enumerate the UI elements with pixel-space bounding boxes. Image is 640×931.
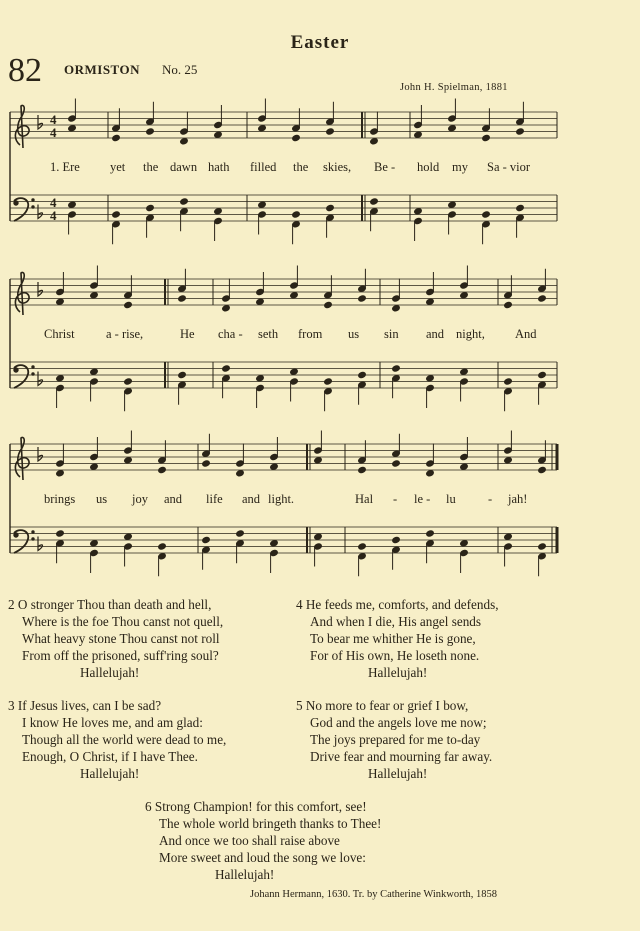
lyric-syllable: us xyxy=(96,492,108,506)
notehead xyxy=(214,208,223,215)
verse-line: For of His own, He loseth none. xyxy=(310,648,480,663)
tune-name: ORMISTON xyxy=(64,62,140,77)
bass-clef-dot xyxy=(14,368,18,372)
notehead xyxy=(112,211,121,218)
flat-sign xyxy=(38,115,43,129)
verse-line: 2 O stronger Thou than death and hell, xyxy=(8,597,212,612)
notehead xyxy=(426,298,435,305)
lyric-syllable: - xyxy=(393,492,398,506)
notehead xyxy=(178,371,187,378)
section-title: Easter xyxy=(290,32,350,53)
lyric-syllable: light. xyxy=(268,492,295,506)
verse-line: From off the prisoned, suff'ring soul? xyxy=(22,648,219,663)
verse-line: 3 If Jesus lives, can I be sad? xyxy=(8,698,162,713)
lyric-syllable: life xyxy=(206,492,223,506)
notehead xyxy=(292,134,301,141)
notehead xyxy=(180,138,189,145)
lyric-syllable: from xyxy=(298,327,323,341)
lyric-syllable: Christ xyxy=(44,327,75,341)
notehead xyxy=(180,198,189,205)
verse-line: 4 He feeds me, comforts, and defends, xyxy=(296,597,499,612)
notehead xyxy=(504,457,513,464)
flat-sign xyxy=(38,205,43,219)
verse-line: And when I die, His angel sends xyxy=(310,614,482,629)
author-translator-credit: Johann Hermann, 1630. Tr. by Catherine Winkworth, 1858 xyxy=(250,889,497,900)
flat-sign xyxy=(38,282,43,296)
notehead xyxy=(124,301,133,308)
notehead xyxy=(482,211,491,218)
notehead xyxy=(460,540,469,547)
lyric-syllable: a - rise, xyxy=(106,327,144,341)
verse-line: The whole world bringeth thanks to Thee! xyxy=(159,816,382,831)
notehead xyxy=(202,536,211,543)
notehead xyxy=(516,204,525,211)
flat-sign xyxy=(38,537,43,551)
verse-line: More sweet and loud the song we love: xyxy=(159,850,366,865)
notehead xyxy=(124,457,133,464)
notehead xyxy=(236,470,245,477)
lyric-syllable: night, xyxy=(456,327,485,341)
bass-clef-dot xyxy=(32,538,34,540)
notehead xyxy=(270,463,279,470)
bass-clef-dot xyxy=(32,199,34,201)
lyric-syllable: - xyxy=(488,492,493,506)
notehead xyxy=(482,134,491,141)
notehead xyxy=(358,466,367,473)
lyric-syllable: skies, xyxy=(323,160,352,174)
notehead xyxy=(504,378,513,385)
flat-sign xyxy=(38,372,43,386)
tune-number: No. 25 xyxy=(162,62,198,77)
notehead xyxy=(314,533,323,540)
lyric-syllable: seth xyxy=(258,327,279,341)
lyric-syllable: and xyxy=(242,492,261,506)
notehead xyxy=(460,292,469,299)
notehead xyxy=(358,295,367,302)
lyric-syllable: And xyxy=(515,327,537,341)
lyric-syllable: dawn xyxy=(170,160,198,174)
notehead xyxy=(222,365,231,372)
notehead xyxy=(392,365,401,372)
lyric-syllable: joy xyxy=(132,492,148,506)
notehead xyxy=(538,295,547,302)
verse-line: To bear me whither He is gone, xyxy=(310,631,476,646)
verse-line: 5 No more to fear or grief I bow, xyxy=(296,698,469,713)
verse-6 xyxy=(145,798,381,883)
notehead xyxy=(56,530,65,537)
notehead xyxy=(90,540,99,547)
lyric-syllable: lu xyxy=(446,492,456,506)
verse-3 xyxy=(8,697,226,782)
notehead xyxy=(504,301,513,308)
verse-line: The joys prepared for me to-day xyxy=(310,732,481,747)
lyric-syllable: jah! xyxy=(508,492,528,506)
notehead xyxy=(158,543,167,550)
notehead xyxy=(392,305,401,312)
notehead xyxy=(56,470,65,477)
notehead xyxy=(90,368,99,375)
verse-line: And once we too shall raise above xyxy=(159,833,340,848)
lyric-syllable: sin xyxy=(384,327,399,341)
bass-clef-dot xyxy=(32,206,34,208)
bass-clef-dot xyxy=(14,201,18,205)
verse-line: Where is the foe Thou canst not quell, xyxy=(22,614,224,629)
notehead xyxy=(504,533,513,540)
notehead xyxy=(68,125,77,132)
lyric-syllable: 1. Ere xyxy=(50,160,80,174)
notehead xyxy=(214,131,223,138)
lyric-syllable: yet xyxy=(110,160,126,174)
lyric-syllable: the xyxy=(293,160,309,174)
notehead xyxy=(538,371,547,378)
time-signature-top: 4 xyxy=(50,195,57,210)
verse-line: 6 Strong Champion! for this comfort, see! xyxy=(145,799,367,814)
lyric-syllable: Sa - vior xyxy=(487,160,531,174)
notehead xyxy=(460,368,469,375)
lyric-syllable: hath xyxy=(208,160,230,174)
bass-clef-dot xyxy=(32,366,34,368)
notehead xyxy=(414,131,423,138)
notehead xyxy=(222,305,231,312)
verse-hallelujah: Hallelujah! xyxy=(368,766,428,781)
verse-5 xyxy=(296,697,492,782)
lyric-syllable: brings xyxy=(44,492,76,506)
verse-line: What heavy stone Thou canst not roll xyxy=(22,631,220,646)
lyric-syllable: Be - xyxy=(374,160,396,174)
notehead xyxy=(516,128,525,135)
notehead xyxy=(324,378,333,385)
notehead xyxy=(292,211,301,218)
notehead xyxy=(146,128,155,135)
verse-line: I know He loves me, and am glad: xyxy=(22,715,203,730)
notehead xyxy=(448,125,457,132)
notehead xyxy=(426,470,435,477)
notehead xyxy=(256,298,265,305)
lyric-syllable: us xyxy=(348,327,360,341)
verse-4 xyxy=(296,596,499,681)
lyric-syllable: and xyxy=(426,327,445,341)
notehead xyxy=(314,457,323,464)
notehead xyxy=(90,463,99,470)
hymn-number: 82 xyxy=(8,52,42,89)
flat-sign xyxy=(38,447,43,461)
notehead xyxy=(370,138,379,145)
lyric-syllable: hold xyxy=(417,160,440,174)
lyric-syllable: the xyxy=(143,160,159,174)
notehead xyxy=(56,298,65,305)
notehead xyxy=(538,466,547,473)
notehead xyxy=(56,375,65,382)
verse-hallelujah: Hallelujah! xyxy=(80,766,140,781)
notehead xyxy=(370,198,379,205)
notehead xyxy=(158,466,167,473)
lyric-syllable: my xyxy=(452,160,468,174)
notehead xyxy=(358,371,367,378)
notehead xyxy=(392,460,401,467)
notehead xyxy=(202,460,211,467)
bass-clef-dot xyxy=(32,531,34,533)
verse-line: Enough, O Christ, if I have Thee. xyxy=(22,749,198,764)
time-signature-top: 4 xyxy=(50,112,57,127)
lyric-syllable: filled xyxy=(250,160,277,174)
notehead xyxy=(146,204,155,211)
notehead xyxy=(270,540,279,547)
notehead xyxy=(358,543,367,550)
notehead xyxy=(124,378,133,385)
notehead xyxy=(124,533,133,540)
notehead xyxy=(326,204,335,211)
composer-credit: John H. Spielman, 1881 xyxy=(400,82,508,93)
notehead xyxy=(290,292,299,299)
lyric-syllable: and xyxy=(164,492,183,506)
notehead xyxy=(324,301,333,308)
verse-line: God and the angels love me now; xyxy=(310,715,487,730)
notehead xyxy=(258,201,267,208)
notehead xyxy=(290,368,299,375)
notehead xyxy=(258,125,267,132)
notehead xyxy=(392,536,401,543)
notehead xyxy=(414,208,423,215)
notehead xyxy=(538,543,547,550)
time-signature-bottom: 4 xyxy=(50,125,57,140)
verse-hallelujah: Hallelujah! xyxy=(368,665,428,680)
notehead xyxy=(90,292,99,299)
notehead xyxy=(112,134,121,141)
notehead xyxy=(68,201,77,208)
verse-hallelujah: Hallelujah! xyxy=(80,665,140,680)
notehead xyxy=(426,530,435,537)
verse-line: Though all the world were dead to me, xyxy=(22,732,227,747)
lyric-syllable: Hal xyxy=(355,492,374,506)
verse-2 xyxy=(8,596,223,681)
verse-line: Drive fear and mourning far away. xyxy=(310,749,493,764)
verse-hallelujah: Hallelujah! xyxy=(215,867,275,882)
lyric-syllable: cha - xyxy=(218,327,243,341)
notehead xyxy=(448,201,457,208)
notehead xyxy=(236,530,245,537)
notehead xyxy=(460,463,469,470)
bass-clef-dot xyxy=(14,533,18,537)
notehead xyxy=(326,128,335,135)
lyric-syllable: le - xyxy=(414,492,431,506)
notehead xyxy=(426,375,435,382)
bass-clef-dot xyxy=(32,373,34,375)
lyric-syllable: He xyxy=(180,327,195,341)
notehead xyxy=(178,295,187,302)
notehead xyxy=(256,375,265,382)
time-signature-bottom: 4 xyxy=(50,208,57,223)
